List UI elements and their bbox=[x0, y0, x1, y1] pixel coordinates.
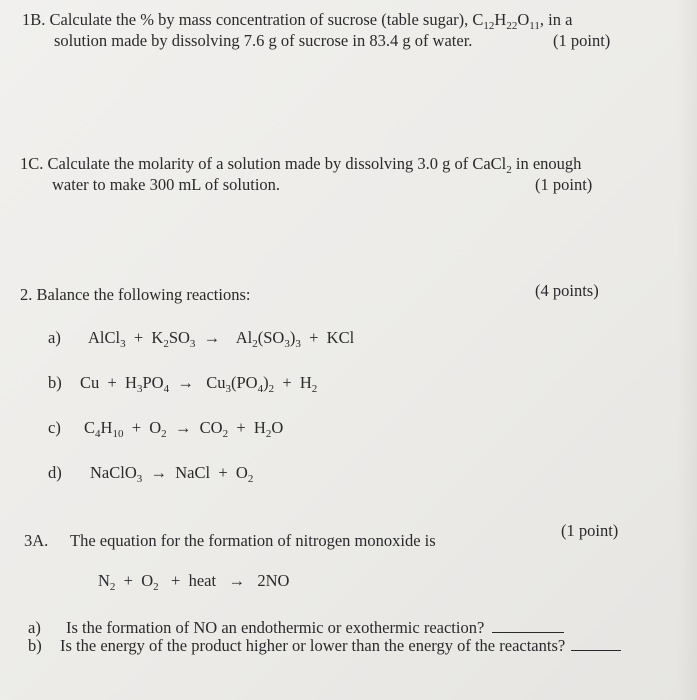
q2-points: (4 points) bbox=[535, 281, 599, 300]
q2-heading bbox=[20, 287, 250, 304]
q1c-number: 1C. bbox=[20, 154, 44, 173]
q1b-points: (1 point) bbox=[553, 31, 611, 50]
q3a-part-a-text: Is the formation of NO an endothermic or exothermic reaction? bbox=[66, 618, 485, 637]
no-formation-equation: $N_2 + O_2$ + heat → 2NO bbox=[98, 571, 290, 593]
q1b-text: Calculate the % by mass concentration of sucrose (table sugar), $C_{12}H_{22}O_{11}$, in a bbox=[49, 10, 573, 32]
q3a-part-b bbox=[28, 638, 621, 655]
q3a-points: (1 point) bbox=[561, 521, 619, 540]
q3a-prompt: The equation for the formation of nitrogen monoxide is bbox=[70, 531, 436, 550]
answer-blank-a[interactable] bbox=[492, 632, 564, 633]
reaction-a: a) AlCl$_3$ + $K_2SO_3$ → $Al_2(SO_3)_3$ + KCl bbox=[48, 328, 355, 350]
q3a-part-b-label: b) bbox=[28, 636, 42, 655]
paper-shadow bbox=[677, 0, 697, 700]
q1b-line2: solution made by dissolving 7.6 g of sucrose in 83.4 g of water. bbox=[54, 31, 473, 50]
q1c-line1 bbox=[20, 154, 582, 176]
reaction-b-label: b) bbox=[48, 373, 62, 392]
reaction-d-label: d) bbox=[48, 463, 62, 482]
reaction-c: c) $C_4H_{10} + O_2 \to CO_2 + H_2O$ bbox=[48, 418, 284, 440]
reaction-a-label: a) bbox=[48, 328, 61, 347]
q3a-part-a bbox=[28, 620, 564, 637]
reaction-b: b) $Cu + H_3PO_4 \to Cu_3(PO_4)_2 + H_2$ bbox=[48, 373, 318, 395]
q3a-part-b-text: Is the energy of the product higher or lower than the energy of the reactants? bbox=[60, 636, 566, 655]
q1c-line2: water to make 300 mL of solution. bbox=[52, 175, 281, 194]
q1b-line1 bbox=[22, 10, 573, 32]
q1b-number: 1B. bbox=[22, 10, 46, 29]
q3a-heading bbox=[24, 533, 436, 550]
q2-number: 2. bbox=[20, 285, 33, 304]
q2-prompt: Balance the following reactions: bbox=[36, 285, 251, 304]
q1c-points: (1 point) bbox=[535, 175, 593, 194]
answer-blank-b[interactable] bbox=[571, 650, 621, 651]
q3a-number: 3A. bbox=[24, 531, 49, 550]
reaction-d: d) NaClO$_3$ → NaCl + $O_2$ bbox=[48, 463, 254, 485]
q3a-part-a-label: a) bbox=[28, 618, 41, 637]
reaction-c-label: c) bbox=[48, 418, 61, 437]
q1c-text: Calculate the molarity of a solution made by dissolving 3.0 g of CaCl$_2$ in enough bbox=[47, 154, 582, 176]
